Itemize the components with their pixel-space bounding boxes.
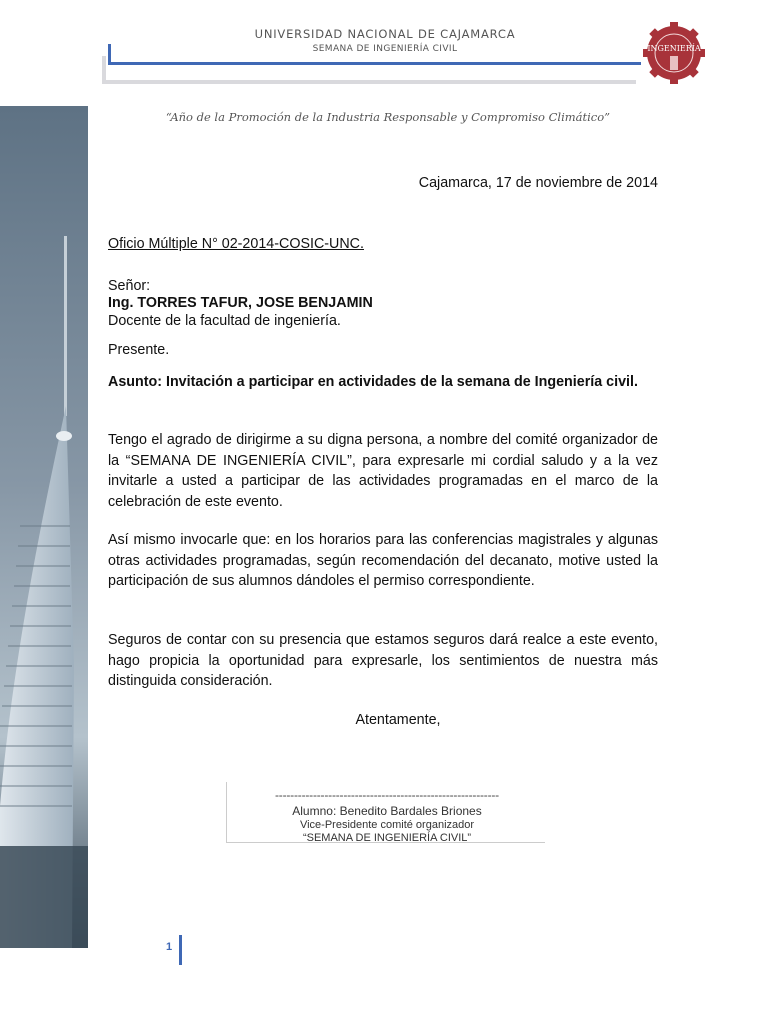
closing: Atentamente, [355, 712, 441, 728]
page-number-bar [179, 935, 182, 965]
signer-name: Alumno: Benedito Bardales Briones [292, 804, 482, 818]
body-paragraph: Tengo el agrado de dirigirme a su digna persona, a nombre del comité organizador de la “SEMANA DE INGENIERÍA CIVIL”, para expresarle mi cordial saludo y a la vez invitarle a usted a participar de las actividades programadas en el marco de la celebración de este evento. [108, 432, 658, 510]
page-number: 1 [166, 941, 173, 953]
signer-role: Vice-Presidente comité organizador [299, 819, 475, 831]
motto: “Año de la Promoción de la Industria Responsable y Compromiso Climático” [165, 110, 611, 124]
logo-text: INGENIERÍA [647, 44, 701, 53]
document-reference: Oficio Múltiple N° 02-2014-COSIC-UNC. [108, 236, 364, 252]
engineering-logo [638, 20, 710, 86]
recipient-role: Docente de la facultad de ingeniería. [108, 313, 341, 329]
university-name: UNIVERSIDAD NACIONAL DE CAJAMARCA [254, 27, 516, 41]
event-name: SEMANA DE INGENIERÍA CIVIL [312, 44, 458, 54]
body-paragraph: Seguros de contar con su presencia que estamos seguros dará realce a este evento, hago propicia la oportunidad para expresarle, los sentimientos de nuestra más distinguida consideración. [108, 632, 658, 689]
letter-date: Cajamarca, 17 de noviembre de 2014 [418, 175, 658, 191]
recipient-name: Ing. TORRES TAFUR, JOSE BENJAMIN [108, 295, 373, 311]
subject-line: Asunto: Invitación a participar en actividades de la semana de Ingeniería civil. [108, 374, 638, 390]
signature-line: ----------------------------------------------------------- [275, 788, 499, 802]
presente-line: Presente. [108, 342, 170, 358]
salutation: Señor: [108, 278, 151, 294]
building-image [0, 106, 88, 948]
signer-organization: “SEMANA DE INGENIERÍA CIVIL” [302, 832, 472, 844]
body-paragraph: Así mismo invocarle que: en los horarios para las conferencias magistrales y algunas otras actividades programadas, según recomendación del decanato, motive usted la participación de sus alumnos dándoles el permiso correspondiente. [108, 532, 658, 589]
